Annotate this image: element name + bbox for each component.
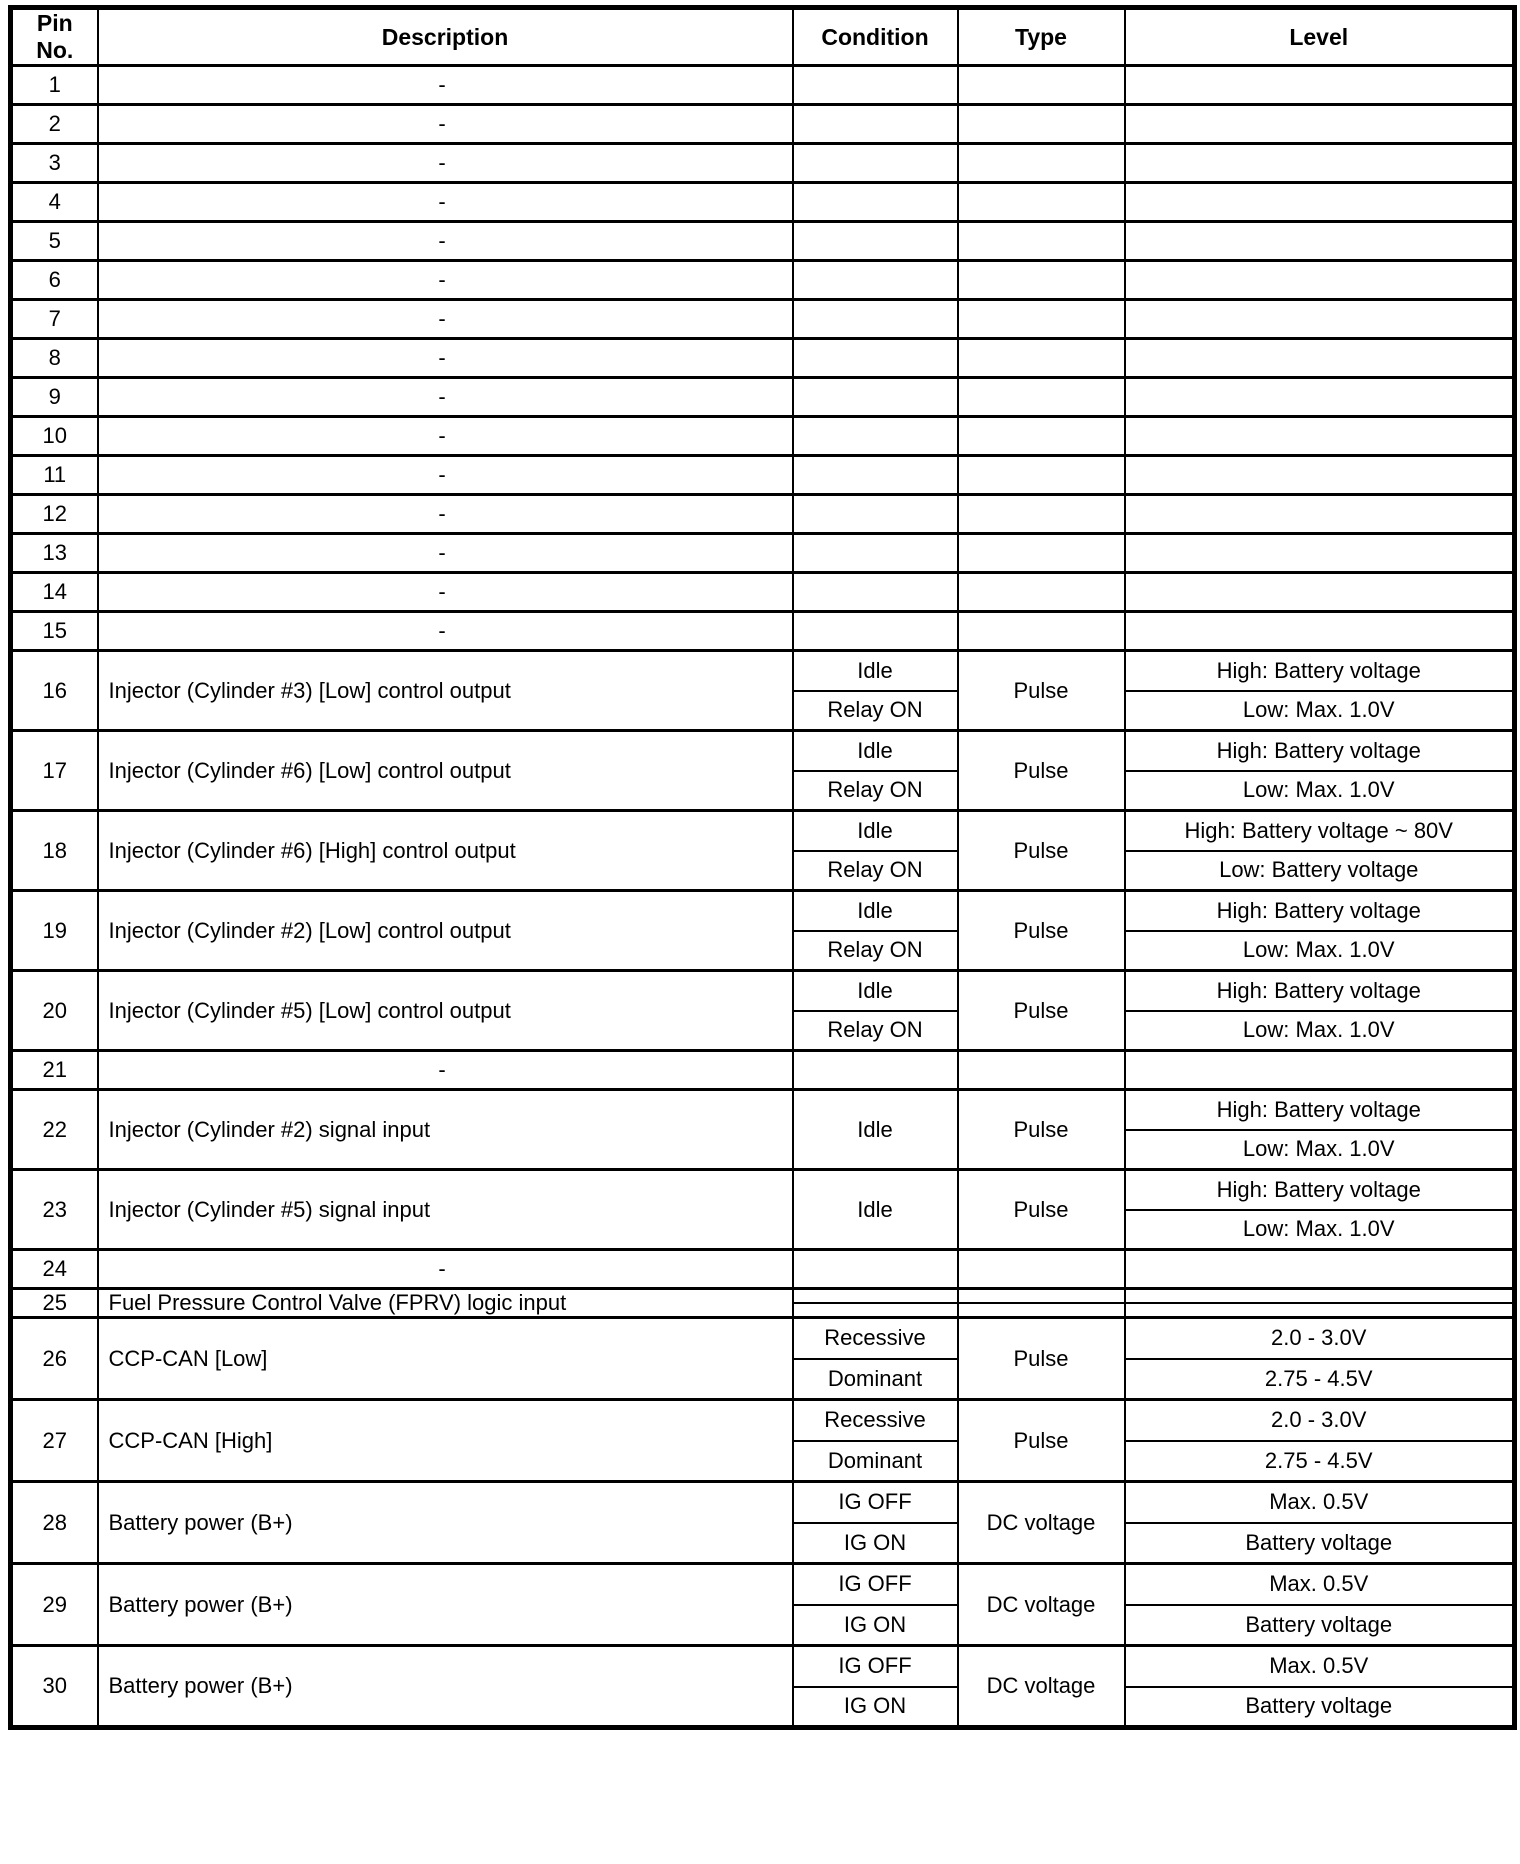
table-row: [11, 1289, 1515, 1304]
description-cell: -: [98, 105, 793, 144]
description-cell: -: [98, 534, 793, 573]
condition-cell: [793, 66, 958, 105]
pin-cell: 29: [11, 1564, 98, 1646]
table-row: [11, 1482, 1515, 1523]
pin-cell: 7: [11, 300, 98, 339]
level-cell: High: Battery voltage: [1125, 1170, 1515, 1210]
condition-cell: Dominant: [793, 1441, 958, 1482]
level-cell: [1125, 183, 1515, 222]
level-cell: [1125, 105, 1515, 144]
level-cell: [1125, 144, 1515, 183]
table-body: [11, 66, 1515, 1728]
pin-cell: 12: [11, 495, 98, 534]
pin-cell: 16: [11, 651, 98, 731]
description-cell: -: [98, 378, 793, 417]
pin-cell: 2: [11, 105, 98, 144]
type-cell: [958, 1250, 1125, 1289]
table-row: [11, 1051, 1515, 1090]
condition-cell: Relay ON: [793, 691, 958, 731]
condition-cell: Idle: [793, 891, 958, 931]
pin-cell: 10: [11, 417, 98, 456]
type-cell: Pulse: [958, 811, 1125, 891]
type-cell: [958, 1303, 1125, 1318]
description-cell: -: [98, 417, 793, 456]
table-row: [11, 811, 1515, 851]
condition-cell: Relay ON: [793, 1011, 958, 1051]
table-row: [11, 417, 1515, 456]
table-row: [11, 1318, 1515, 1359]
type-cell: [958, 222, 1125, 261]
level-cell: [1125, 573, 1515, 612]
pin-cell: 24: [11, 1250, 98, 1289]
table-row: [11, 105, 1515, 144]
table-row: [11, 183, 1515, 222]
type-cell: [958, 573, 1125, 612]
table-row: [11, 66, 1515, 105]
type-cell: Pulse: [958, 731, 1125, 811]
pin-cell: 9: [11, 378, 98, 417]
condition-cell: [793, 300, 958, 339]
level-cell: [1125, 66, 1515, 105]
pin-cell: 19: [11, 891, 98, 971]
condition-cell: [793, 378, 958, 417]
description-cell: Injector (Cylinder #2) signal input: [98, 1090, 793, 1170]
header-condition: Condition: [793, 8, 958, 66]
pin-cell: 11: [11, 456, 98, 495]
pin-cell: 14: [11, 573, 98, 612]
level-cell: Max. 0.5V: [1125, 1564, 1515, 1605]
level-cell: High: Battery voltage: [1125, 651, 1515, 691]
description-cell: Injector (Cylinder #6) [Low] control output: [98, 731, 793, 811]
header-type: Type: [958, 8, 1125, 66]
condition-cell: [793, 1289, 958, 1304]
level-cell: Low: Max. 1.0V: [1125, 1011, 1515, 1051]
table-row: [11, 1090, 1515, 1130]
type-cell: [958, 261, 1125, 300]
condition-cell: [793, 534, 958, 573]
description-cell: CCP-CAN [High]: [98, 1400, 793, 1482]
table-row: [11, 339, 1515, 378]
table-row: [11, 1400, 1515, 1441]
level-cell: Battery voltage: [1125, 1687, 1515, 1728]
condition-cell: [793, 144, 958, 183]
type-cell: [958, 300, 1125, 339]
condition-cell: IG ON: [793, 1523, 958, 1564]
type-cell: [958, 456, 1125, 495]
type-cell: [958, 66, 1125, 105]
condition-cell: Idle: [793, 731, 958, 771]
header-level: Level: [1125, 8, 1515, 66]
type-cell: Pulse: [958, 1400, 1125, 1482]
table-row: [11, 573, 1515, 612]
level-cell: [1125, 1250, 1515, 1289]
level-cell: Battery voltage: [1125, 1605, 1515, 1646]
level-cell: 2.75 - 4.5V: [1125, 1359, 1515, 1400]
description-cell: Battery power (B+): [98, 1646, 793, 1728]
type-cell: DC voltage: [958, 1564, 1125, 1646]
table-row: [11, 378, 1515, 417]
type-cell: DC voltage: [958, 1646, 1125, 1728]
header-description: Description: [98, 8, 793, 66]
table-row: [11, 1250, 1515, 1289]
level-cell: [1125, 1051, 1515, 1090]
level-cell: [1125, 417, 1515, 456]
description-cell: Injector (Cylinder #6) [High] control output: [98, 811, 793, 891]
type-cell: Pulse: [958, 891, 1125, 971]
level-cell: [1125, 261, 1515, 300]
pin-cell: 21: [11, 1051, 98, 1090]
pin-cell: 13: [11, 534, 98, 573]
table-row: [11, 612, 1515, 651]
pin-cell: 20: [11, 971, 98, 1051]
pin-cell: 30: [11, 1646, 98, 1728]
condition-cell: Relay ON: [793, 931, 958, 971]
table-row: [11, 495, 1515, 534]
table-row: [11, 222, 1515, 261]
level-cell: [1125, 1303, 1515, 1318]
level-cell: 2.0 - 3.0V: [1125, 1400, 1515, 1441]
header-row: [11, 8, 1515, 66]
type-cell: [958, 417, 1125, 456]
table-row: [11, 731, 1515, 771]
pin-cell: 25: [11, 1289, 98, 1318]
condition-cell: Idle: [793, 971, 958, 1011]
condition-cell: Idle: [793, 811, 958, 851]
condition-cell: [793, 495, 958, 534]
type-cell: [958, 183, 1125, 222]
type-cell: [958, 534, 1125, 573]
type-cell: Pulse: [958, 651, 1125, 731]
condition-cell: Idle: [793, 651, 958, 691]
type-cell: [958, 105, 1125, 144]
level-cell: Low: Max. 1.0V: [1125, 1130, 1515, 1170]
description-cell: Injector (Cylinder #5) [Low] control output: [98, 971, 793, 1051]
level-cell: Low: Battery voltage: [1125, 851, 1515, 891]
description-cell: -: [98, 222, 793, 261]
level-cell: Max. 0.5V: [1125, 1482, 1515, 1523]
type-cell: Pulse: [958, 1318, 1125, 1400]
level-cell: Low: Max. 1.0V: [1125, 1210, 1515, 1250]
condition-cell: Recessive: [793, 1318, 958, 1359]
table-row: [11, 144, 1515, 183]
description-cell: Injector (Cylinder #2) [Low] control output: [98, 891, 793, 971]
level-cell: High: Battery voltage: [1125, 891, 1515, 931]
table-row: [11, 1564, 1515, 1605]
pin-cell: 6: [11, 261, 98, 300]
pin-cell: 1: [11, 66, 98, 105]
type-cell: [958, 378, 1125, 417]
description-cell: -: [98, 183, 793, 222]
description-cell: -: [98, 612, 793, 651]
level-cell: Max. 0.5V: [1125, 1646, 1515, 1687]
level-cell: [1125, 300, 1515, 339]
type-cell: [958, 1289, 1125, 1304]
type-cell: [958, 612, 1125, 651]
level-cell: [1125, 378, 1515, 417]
level-cell: High: Battery voltage: [1125, 1090, 1515, 1130]
table-row: [11, 534, 1515, 573]
level-cell: [1125, 222, 1515, 261]
level-cell: [1125, 534, 1515, 573]
level-cell: [1125, 495, 1515, 534]
condition-cell: Idle: [793, 1170, 958, 1250]
type-cell: [958, 1051, 1125, 1090]
condition-cell: IG ON: [793, 1687, 958, 1728]
level-cell: [1125, 1289, 1515, 1304]
condition-cell: [793, 222, 958, 261]
description-cell: Fuel Pressure Control Valve (FPRV) logic input: [98, 1289, 793, 1318]
condition-cell: [793, 105, 958, 144]
condition-cell: [793, 1250, 958, 1289]
table-row: [11, 300, 1515, 339]
description-cell: Battery power (B+): [98, 1482, 793, 1564]
table-header: [11, 8, 1515, 66]
level-cell: [1125, 339, 1515, 378]
condition-cell: [793, 1303, 958, 1318]
table-row: [11, 1646, 1515, 1687]
description-cell: -: [98, 144, 793, 183]
table-row: [11, 971, 1515, 1011]
type-cell: Pulse: [958, 971, 1125, 1051]
condition-cell: [793, 1051, 958, 1090]
pin-cell: 17: [11, 731, 98, 811]
table-row: [11, 261, 1515, 300]
pin-cell: 27: [11, 1400, 98, 1482]
pin-cell: 4: [11, 183, 98, 222]
description-cell: -: [98, 456, 793, 495]
condition-cell: [793, 417, 958, 456]
description-cell: Injector (Cylinder #3) [Low] control output: [98, 651, 793, 731]
condition-cell: IG OFF: [793, 1646, 958, 1687]
connector-pin-assignment-table: [8, 5, 1517, 1730]
pin-cell: 23: [11, 1170, 98, 1250]
type-cell: [958, 495, 1125, 534]
pin-cell: 28: [11, 1482, 98, 1564]
pin-cell: 15: [11, 612, 98, 651]
level-cell: High: Battery voltage: [1125, 971, 1515, 1011]
type-cell: Pulse: [958, 1090, 1125, 1170]
condition-cell: [793, 456, 958, 495]
description-cell: -: [98, 339, 793, 378]
level-cell: [1125, 612, 1515, 651]
description-cell: -: [98, 300, 793, 339]
pin-cell: 22: [11, 1090, 98, 1170]
level-cell: 2.75 - 4.5V: [1125, 1441, 1515, 1482]
description-cell: -: [98, 1051, 793, 1090]
condition-cell: IG ON: [793, 1605, 958, 1646]
condition-cell: Relay ON: [793, 771, 958, 811]
pin-cell: 8: [11, 339, 98, 378]
level-cell: Low: Max. 1.0V: [1125, 691, 1515, 731]
type-cell: [958, 339, 1125, 378]
condition-cell: Relay ON: [793, 851, 958, 891]
level-cell: Battery voltage: [1125, 1523, 1515, 1564]
condition-cell: [793, 573, 958, 612]
pin-cell: 3: [11, 144, 98, 183]
description-cell: -: [98, 261, 793, 300]
condition-cell: [793, 612, 958, 651]
level-cell: High: Battery voltage: [1125, 731, 1515, 771]
type-cell: Pulse: [958, 1170, 1125, 1250]
description-cell: Injector (Cylinder #5) signal input: [98, 1170, 793, 1250]
level-cell: Low: Max. 1.0V: [1125, 771, 1515, 811]
condition-cell: IG OFF: [793, 1482, 958, 1523]
level-cell: [1125, 456, 1515, 495]
table-row: [11, 651, 1515, 691]
description-cell: Battery power (B+): [98, 1564, 793, 1646]
pin-cell: 5: [11, 222, 98, 261]
table-row: [11, 456, 1515, 495]
description-cell: -: [98, 66, 793, 105]
description-cell: -: [98, 495, 793, 534]
table-row: [11, 1170, 1515, 1210]
type-cell: DC voltage: [958, 1482, 1125, 1564]
condition-cell: Dominant: [793, 1359, 958, 1400]
level-cell: 2.0 - 3.0V: [1125, 1318, 1515, 1359]
pin-cell: 18: [11, 811, 98, 891]
condition-cell: [793, 183, 958, 222]
pin-cell: 26: [11, 1318, 98, 1400]
condition-cell: Recessive: [793, 1400, 958, 1441]
description-cell: CCP-CAN [Low]: [98, 1318, 793, 1400]
level-cell: Low: Max. 1.0V: [1125, 931, 1515, 971]
condition-cell: IG OFF: [793, 1564, 958, 1605]
description-cell: -: [98, 1250, 793, 1289]
description-cell: -: [98, 573, 793, 612]
level-cell: High: Battery voltage ~ 80V: [1125, 811, 1515, 851]
condition-cell: Idle: [793, 1090, 958, 1170]
condition-cell: [793, 261, 958, 300]
type-cell: [958, 144, 1125, 183]
table-row: [11, 891, 1515, 931]
condition-cell: [793, 339, 958, 378]
header-pin-no: Pin No.: [11, 8, 98, 66]
